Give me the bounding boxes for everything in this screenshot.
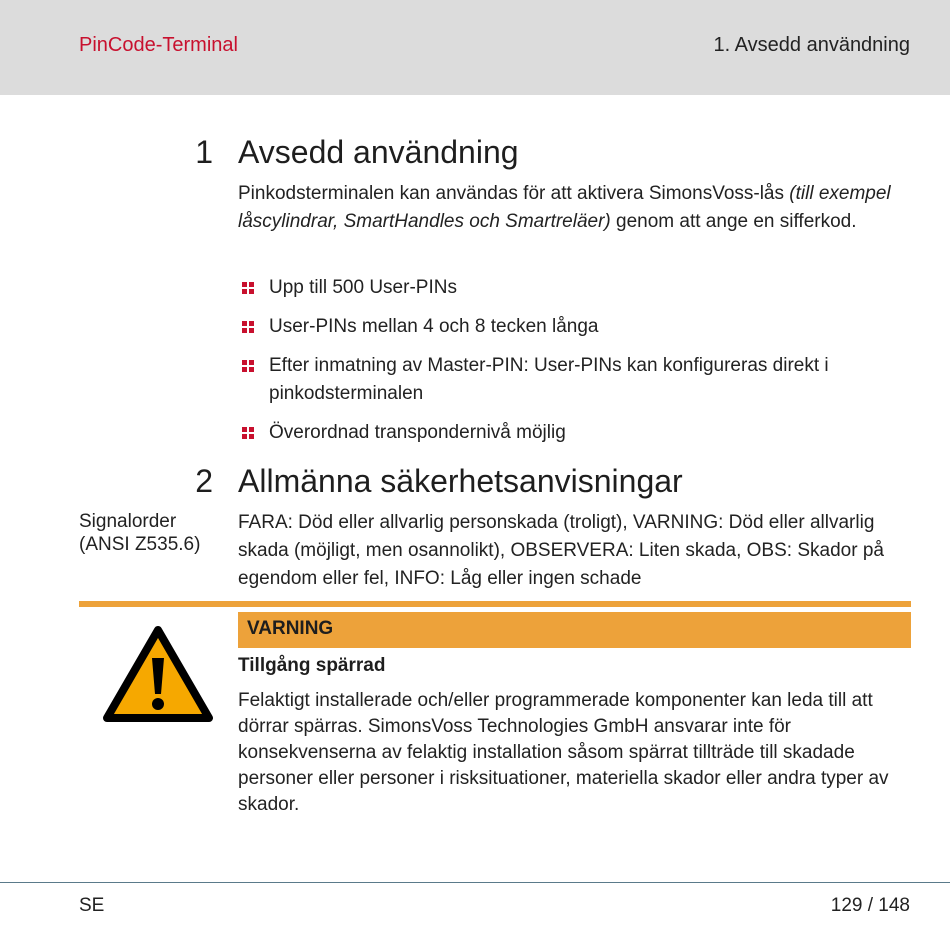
- footer-language: SE: [79, 895, 105, 916]
- section-1-title: Avsedd användning: [238, 134, 519, 170]
- page-number: 129 / 148: [830, 895, 910, 916]
- section-1-intro: [238, 180, 913, 236]
- bullet-icon: [242, 282, 254, 294]
- list-item: [238, 274, 918, 302]
- bullet-icon: [242, 321, 254, 333]
- intro-text-end: genom att ange en sifferkod.: [610, 211, 857, 232]
- intro-text: Pinkodsterminalen kan användas för att aktivera SimonsVoss-lås: [238, 183, 790, 204]
- warning-triangle-icon: [101, 624, 215, 724]
- list-item: [238, 352, 918, 408]
- list-item-text: User-PINs mellan 4 och 8 tecken långa: [269, 316, 599, 337]
- bullet-icon: [242, 427, 254, 439]
- section-2-title: Allmänna säkerhetsanvisningar: [238, 463, 683, 499]
- section-2-number: 2: [195, 463, 213, 499]
- list-item: [238, 419, 918, 447]
- chapter-title: 1. Avsedd användning: [713, 34, 910, 56]
- bullet-icon: [242, 360, 254, 372]
- product-name: PinCode-Terminal: [79, 34, 238, 56]
- footer-divider: [0, 882, 950, 883]
- intro-examples: (till exempel låscylindrar, SmartHandles och Smartreläer): [238, 183, 891, 232]
- warning-divider: [79, 601, 911, 607]
- list-item: [238, 313, 918, 341]
- signal-order-label: Signalorder (ANSI Z535.6): [79, 511, 201, 555]
- warning-body: Felaktigt installerade och/eller programmerade komponenter kan leda till att dörrar spärras. SimonsVoss Technologies GmbH ansvarar inte för konsekvenserna av felaktig installation såsom spärrat tillträde till skadade personer eller personer i risksituationer, materiella skador eller andra typer av skador.: [238, 690, 889, 815]
- page-header: [0, 0, 950, 95]
- warning-banner: [238, 612, 911, 648]
- warning-label: VARNING: [247, 618, 334, 639]
- list-item-text: Överordnad transpondernivå möjlig: [269, 422, 566, 443]
- list-item-text: Efter inmatning av Master-PIN: User-PINs kan konfigureras direkt i pinkodsterminalen: [269, 355, 829, 404]
- section-1-number: 1: [195, 134, 213, 170]
- list-item-text: Upp till 500 User-PINs: [269, 277, 457, 298]
- warning-subtitle: Tillgång spärrad: [238, 655, 386, 676]
- signal-order-text: FARA: Död eller allvarlig personskada (troligt), VARNING: Död eller allvarlig skada (möjligt, men osannolikt), OBSERVERA: Liten skada, OBS: Skador på egendom eller fel, INFO: Låg eller ingen schade: [238, 512, 884, 589]
- feature-list: [238, 274, 918, 458]
